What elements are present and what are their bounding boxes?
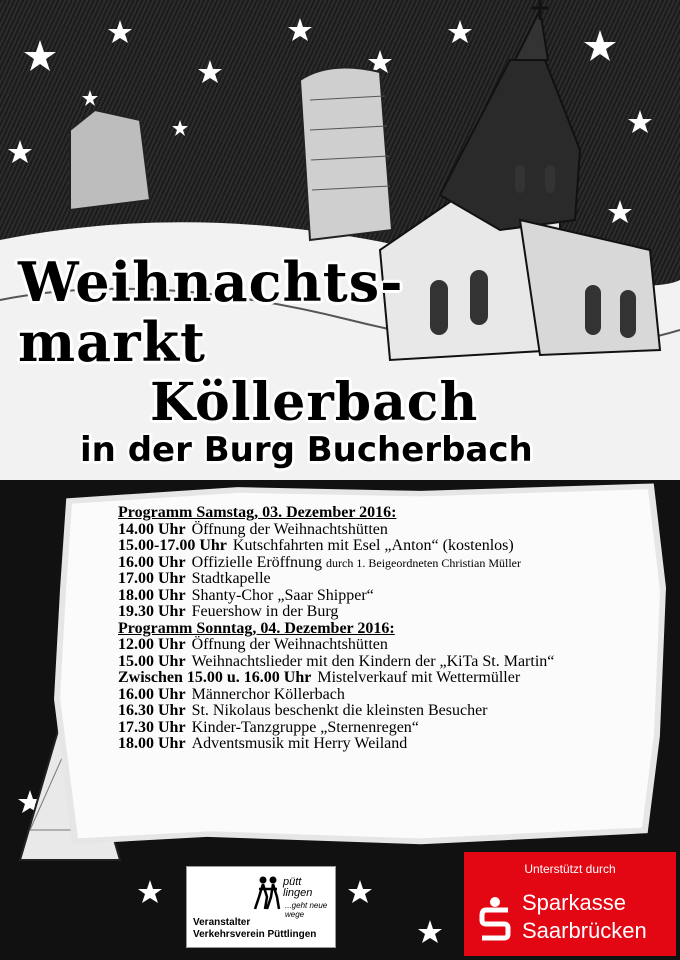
program-text: Öffnung der Weihnachtshütten (191, 520, 388, 538)
program-text: Feuershow in der Burg (191, 603, 339, 620)
dancers-icon (253, 875, 281, 911)
program-note: durch 1. Beigeordneten Christian Müller (326, 555, 521, 570)
program-text: St. Nikolaus beschenkt die kleinsten Besucher (191, 702, 488, 719)
program-time: 18.00 Uhr (118, 735, 186, 752)
program-row (118, 555, 648, 572)
program-text: Shanty-Chor „Saar Shipper“ (191, 586, 374, 604)
program-time: 14.00 Uhr (118, 520, 186, 538)
program-text: Adventsmusik mit Herry Weiland (191, 735, 408, 752)
saturday-heading: Programm Samstag, 03. Dezember 2016: (118, 504, 397, 521)
program-text: Weihnachtslieder mit den Kindern der „KiTa St. Martin“ (191, 652, 555, 670)
title-line-3: Köllerbach (150, 372, 479, 433)
program-time: 18.00 Uhr (118, 586, 186, 604)
title-line-2: markt (18, 310, 206, 374)
sponsor-name-line-2: Saarbrücken (522, 918, 647, 943)
program-row (118, 654, 648, 671)
program-time: 16.00 Uhr (118, 553, 186, 571)
program-row (118, 703, 648, 720)
program-row (118, 736, 648, 753)
program-row (118, 670, 648, 687)
program-row (118, 571, 648, 588)
sponsor-name-line-1: Sparkasse (522, 890, 626, 915)
program-row (118, 720, 648, 737)
program-time: 15.00-17.00 Uhr (118, 537, 227, 554)
sparkasse-s-icon (478, 896, 512, 944)
logo-text-line-1: pütt (283, 876, 302, 888)
program-row (118, 538, 648, 555)
program-text: Stadtkapelle (191, 570, 271, 587)
program-row (118, 522, 648, 539)
program-row (118, 604, 648, 621)
sponsor-label: Unterstützt durch (524, 862, 616, 876)
program-time: 12.00 Uhr (118, 636, 186, 653)
subtitle: in der Burg Bucherbach (80, 430, 533, 470)
logo-text-line-2: lingen (283, 887, 313, 899)
program-time: 19.30 Uhr (118, 603, 186, 620)
organizer-box (186, 866, 336, 948)
program-time: Zwischen 15.00 u. 16.00 Uhr (118, 669, 312, 686)
program-text: Kinder-Tanzgruppe „Sternenregen“ (191, 718, 419, 736)
organizer-label: Veranstalter (193, 917, 251, 928)
program-time: 16.00 Uhr (118, 685, 186, 703)
program-text: Offizielle Eröffnung (191, 553, 323, 571)
program-text: Männerchor Köllerbach (191, 685, 345, 703)
program-time: 17.00 Uhr (118, 570, 186, 587)
organizer-name: Verkehrsverein Püttlingen (193, 929, 317, 940)
sponsor-box (464, 852, 676, 956)
organizer-tagline: ...geht neue wege (285, 901, 328, 919)
program (118, 505, 648, 753)
program-row (118, 637, 648, 654)
program-text: Öffnung der Weihnachtshütten (191, 636, 388, 653)
program-row (118, 687, 648, 704)
program-text: Mistelverkauf mit Wettermüller (317, 669, 521, 686)
program-row (118, 588, 648, 605)
program-time: 16.30 Uhr (118, 702, 186, 719)
sunday-heading: Programm Sonntag, 04. Dezember 2016: (118, 619, 395, 637)
title-line-1: Weihnachts- (18, 250, 404, 314)
program-text: Kutschfahrten mit Esel „Anton“ (kostenlos) (232, 537, 514, 554)
program-time: 15.00 Uhr (118, 652, 186, 670)
program-time: 17.30 Uhr (118, 718, 186, 736)
organizer-logo-text (283, 877, 312, 899)
